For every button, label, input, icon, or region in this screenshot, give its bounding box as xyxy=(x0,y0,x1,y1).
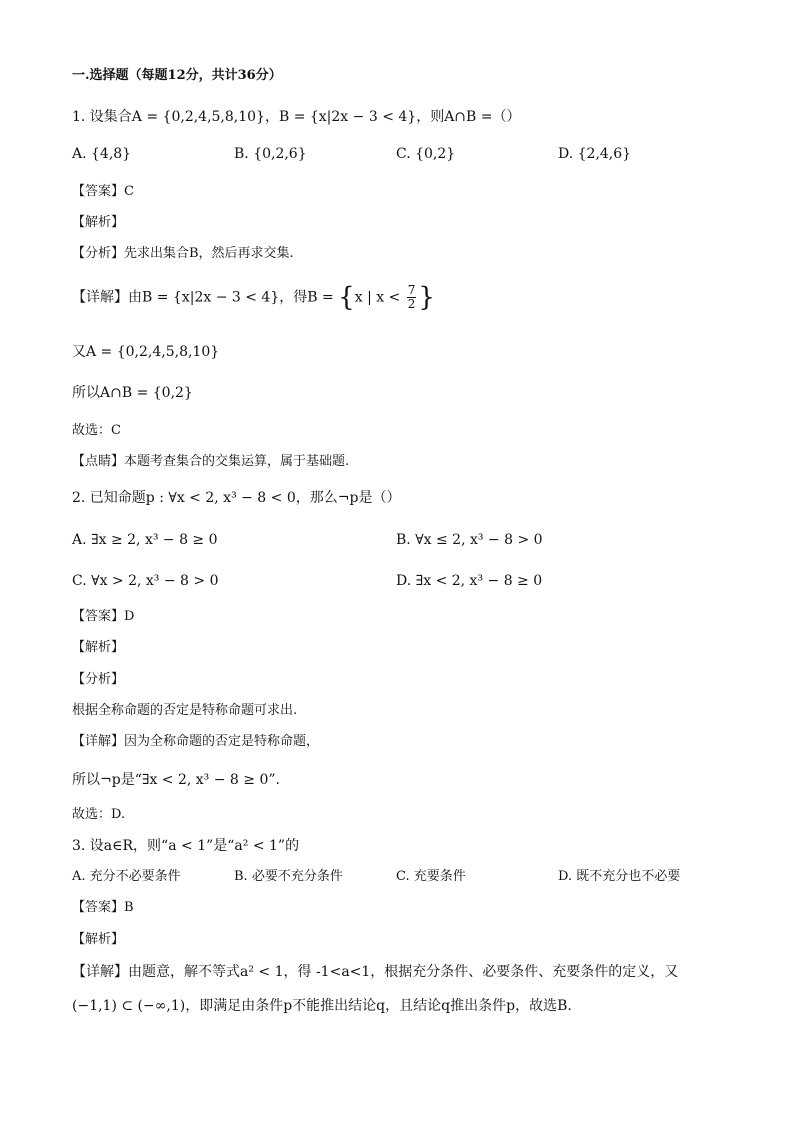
right-brace: } xyxy=(418,282,435,313)
q2-option-b: B. ∀x ≤ 2, x³ − 8 > 0 xyxy=(396,532,543,548)
q3-option-c: C. 充要条件 xyxy=(396,869,466,884)
q3-xiangjie-line1: 【详解】由题意，解不等式a² < 1，得 -1<a<1，根据充分条件、必要条件、充要条件的定义，又 xyxy=(72,964,679,980)
q1-option-c: C. {0,2} xyxy=(396,146,456,162)
q1-xiangjie xyxy=(72,284,435,311)
q2-fenxi-text: 根据全称命题的否定是特称命题可求出. xyxy=(72,703,298,718)
q1-option-d: D. {2,4,6} xyxy=(558,146,632,162)
q1-stem: 1. 设集合A = {0,2,4,5,8,10}，B = {x|2x − 3 < 4}，则A∩B =（） xyxy=(72,109,521,125)
q1-set-a-line: 又A = {0,2,4,5,8,10} xyxy=(72,344,220,360)
q2-option-c: C. ∀x > 2, x³ − 8 > 0 xyxy=(72,573,219,589)
q1-choose: 故选：C xyxy=(72,423,121,438)
q1-result-line: 所以A∩B = {0,2} xyxy=(72,385,193,401)
q3-option-a: A. 充分不必要条件 xyxy=(72,869,181,884)
q2-option-d: D. ∃x < 2, x³ − 8 ≥ 0 xyxy=(396,573,543,589)
q3-answer: 【答案】B xyxy=(72,900,134,915)
q2-result-line: 所以¬p是“∃x < 2, x³ − 8 ≥ 0”. xyxy=(72,772,280,788)
q1-option-a: A. {4,8} xyxy=(72,146,132,162)
left-brace: { xyxy=(338,282,355,313)
fraction-denominator: 2 xyxy=(407,297,416,311)
q1-option-b: B. {0,2,6} xyxy=(234,146,307,162)
fraction-numerator: 7 xyxy=(407,283,416,297)
q2-fenxi-label: 【分析】 xyxy=(72,672,125,687)
q2-answer: 【答案】D xyxy=(72,609,135,624)
q2-xiangjie: 【详解】因为全称命题的否定是特称命题， xyxy=(72,734,320,749)
q2-choose: 故选：D. xyxy=(72,807,126,822)
q3-option-d: D. 既不充分也不必要 xyxy=(558,869,681,884)
q3-xiangjie-line2: (−1,1) ⊂ (−∞,1)，即满足由条件p不能推出结论q，且结论q推出条件p，故选B. xyxy=(72,998,572,1014)
set-condition: x < xyxy=(376,289,401,306)
q1-dianjing: 【点睛】本题考查集合的交集运算，属于基础题. xyxy=(72,454,350,469)
section-title: 一.选择题（每题12分，共计36分） xyxy=(72,68,282,83)
q1-xiangjie-prefix: 【详解】由B = {x|2x − 3 < 4}，得B = xyxy=(72,289,334,306)
fraction-seven-halves xyxy=(407,284,417,311)
q1-analysis-label: 【解析】 xyxy=(72,215,125,230)
set-variable: x xyxy=(354,289,363,306)
q2-option-a: A. ∃x ≥ 2, x³ − 8 ≥ 0 xyxy=(72,532,218,548)
q1-fenxi: 【分析】先求出集合B，然后再求交集. xyxy=(72,246,294,261)
q2-stem: 2. 已知命题p : ∀x < 2, x³ − 8 < 0，那么¬p是（） xyxy=(72,490,401,506)
q3-stem: 3. 设a∈R，则“a < 1”是“a² < 1”的 xyxy=(72,838,300,854)
q3-option-b: B. 必要不充分条件 xyxy=(234,869,343,884)
q1-answer: 【答案】C xyxy=(72,184,134,199)
set-separator: | xyxy=(367,289,372,306)
q3-analysis-label: 【解析】 xyxy=(72,932,125,947)
q2-analysis-label: 【解析】 xyxy=(72,640,125,655)
